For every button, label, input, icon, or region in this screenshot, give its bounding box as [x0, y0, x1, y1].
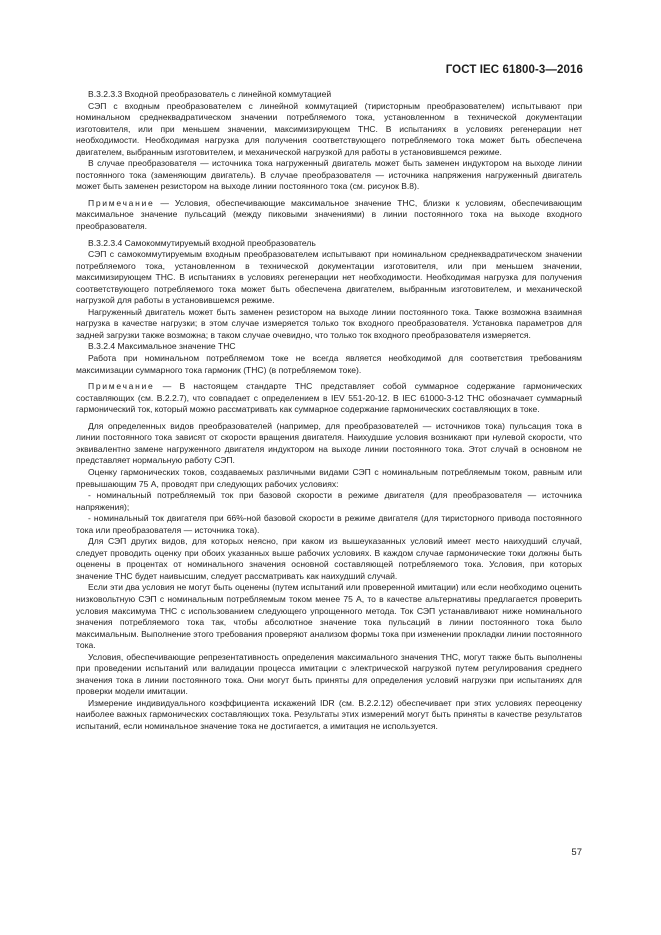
note-paragraph	[76, 381, 582, 416]
paragraph: Для определенных видов преобразователей (например, для преобразователей — источников тока) пульсация тока в линии постоянного тока зависят от скорости вращения двигателя. Наихудшие условия возникают при нулевой скорости, что эквивалентно замене нагруженного двигателя индуктором на выходе линии постоянного тока. Этот случай в основном не представляет нормальную работу СЭП.	[76, 420, 582, 466]
list-item: - номинальный ток двигателя при 66%-ной базовой скорости в режиме двигателя (для тиристорного привода постоянного тока или преобразователя — источника тока).	[76, 513, 582, 535]
note-label: Примечание	[88, 197, 155, 208]
paragraph: Нагруженный двигатель может быть заменен резистором на выходе линии постоянного тока. Также возможна взаимная нагрузка в качестве нагрузки; в этом случае измеряется только ток входного преобразователя. Установка параметров для задней загрузки также возможна; в таком случае очевидно, что только ток входного преобразователя измеряется.	[76, 306, 582, 340]
section-heading-b3234: В.3.2.3.4 Самокоммутируемый входной преобразователь	[88, 237, 316, 248]
section-heading-b324: В.3.2.4 Максимальное значение THC	[88, 341, 236, 352]
paragraph: СЭП с входным преобразователем с линейной коммутацией (тиристорным преобразователем) испытывают при номинальном среднеквадратическом значении потребляемого тока, установленном в технической документации изготовителя, или при меньшем значении, максимизирующем THC. В испытаниях в условиях регенерации нет необходимости. Необходимая нагрузка для получения соответствующего потребляемого тока может быть обеспечена двигателем, выбранным изготовителем, и механической нагрузкой для работы в установившемся режиме.	[76, 100, 582, 157]
paragraph: Для СЭП других видов, для которых неясно, при каком из вышеуказанных условий имеет место наихудший случай, следует проводить оценку при обоих указанных выше рабочих условиях. В каждом случае гармонические токи должны быть оценены в процентах от номинального значения основной составляющей потребляемого тока. Условия, при которых значение THC будет наивысшим, следует рассматривать как наихудший случай.	[76, 536, 582, 581]
page-number: 57	[571, 847, 582, 858]
paragraph: Условия, обеспечивающие репрезентативность определения максимального значения THC, могут также быть выполнены при проведении испытаний или валидации процесса имитации с электрической нагрузкой путем регулирования среднего значения тока в линии постоянного тока. Они могут быть приняты для определения условий нагрузки при испытаниях для проверки модели имитации.	[76, 651, 582, 697]
paragraph: Работа при номинальном потребляемом токе не всегда является необходимой для соответствия требованиям максимизации суммарного тока гармоник (THC) (в потребляемом токе).	[76, 353, 582, 375]
document-body	[76, 89, 582, 733]
paragraph: СЭП с самокоммутируемым входным преобразователем испытывают при номинальном среднеквадратическом значении потребляемого тока, установленном в технической документации изготовителя, или при меньшем значении, максимизирующем THC. В испытаниях в условиях регенерации нет необходимости. Необходимая нагрузка для получения соответствующего потребляемого тока может быть обеспечена двигателем, выбранным изготовителем, и механической нагрузкой для работы в установившемся режиме.	[76, 249, 582, 306]
note-text: — Условия, обеспечивающие максимальное значение THC, близки к условиям, обеспечивающим максимальное значение пульсаций (между пиковыми значениями) в линии постоянного тока на выходе входного преобразователя.	[76, 197, 582, 232]
note-text: — В настоящем стандарте THC представляет собой суммарное содержание гармонических составляющих (см. В.2.2.7), что совпадает с определением в IEV 551-20-12. В IEC 61000-3-12 THC обозначает суммарный гармонический ток, который можно рассматривать как суммарное содержание гармонических составляющих в токе.	[76, 381, 582, 415]
note-paragraph	[76, 198, 582, 233]
standard-header: ГОСТ IEC 61800-3—2016	[445, 64, 583, 76]
list-item: - номинальный потребляемый ток при базовой скорости в режиме двигателя (для преобразователя — источника напряжения);	[76, 490, 582, 512]
paragraph: Если эти два условия не могут быть оценены (путем испытаний или проверенной имитации) или если необходимо оценить низковольтную СЭП с номинальным потребляемым током менее 75 А, то в качестве альтернативы предлагается проверить условия максимума THC с использованием следующего упрощенного метода. Ток СЭП устанавливают ниже номинального значения потребляемого тока так, чтобы абсолютное значение тока пульсаций в линии постоянного тока было максимальным. Выполнение этого требования проверяют анализом формы тока при изменении прокладки линии постоянного тока.	[76, 582, 582, 651]
paragraph: Измерение индивидуального коэффициента искажений IDR (см. В.2.2.12) обеспечивает при этих условиях переоценку наиболее важных гармонических составляющих тока. Результаты этих измерений могут быть приняты в качестве результатов испытаний, если номинальное значение тока не достигается, а имитация не используется.	[76, 697, 582, 731]
paragraph: Оценку гармонических токов, создаваемых различными видами СЭП с номинальным потребляемым током, равным или превышающим 75 А, проводят при следующих рабочих условиях:	[76, 466, 582, 489]
section-heading-b3233: В.3.2.3.3 Входной преобразователь с линейной коммутацией	[88, 89, 332, 99]
note-label: Примечание	[88, 381, 155, 392]
paragraph: В случае преобразователя — источника тока нагруженный двигатель может быть заменен индуктором на выходе линии постоянного тока (заменяющим двигатель). В случае преобразователя — источника напряжения нагруженный двигатель может быть заменен резистором на выходе линии постоянного тока (см. рисунок В.8).	[76, 158, 582, 192]
